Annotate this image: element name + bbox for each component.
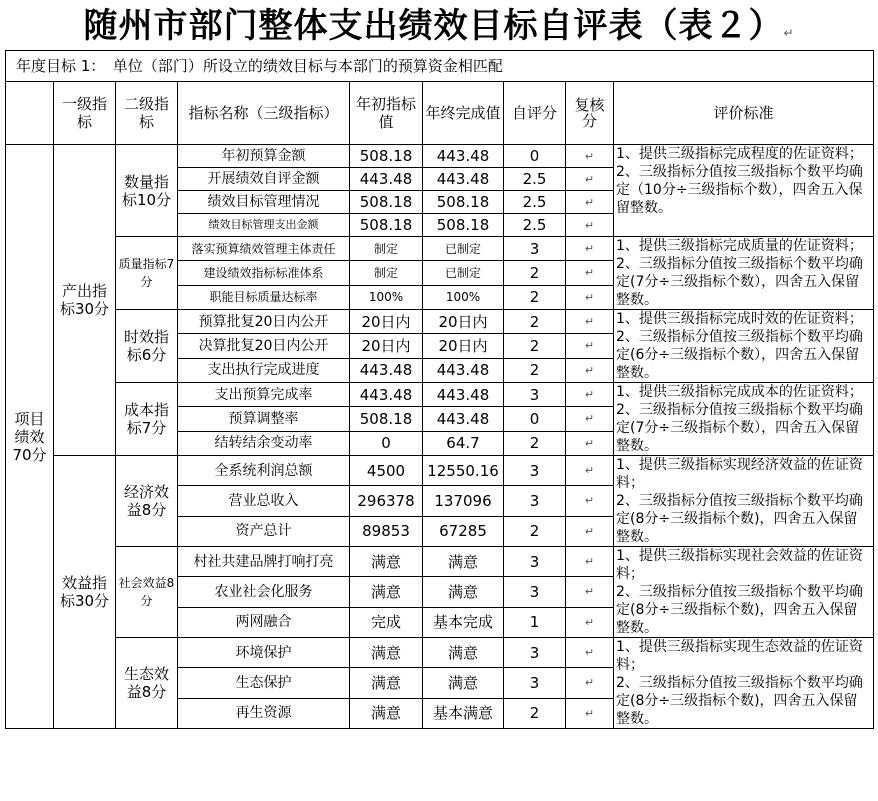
- performance-table: [5, 50, 874, 729]
- initial-value: 制定: [350, 237, 423, 261]
- self-score: 2: [504, 698, 566, 728]
- annual-goal: 年度目标 1： 单位（部门）所设立的绩效目标与本部门的预算资金相匹配: [6, 51, 874, 82]
- initial-value: 0: [350, 431, 423, 455]
- review-score: [566, 516, 614, 546]
- review-score: [566, 145, 614, 168]
- indicator-name: 绩效目标管理支出金额: [178, 214, 350, 237]
- final-value: 基本满意: [423, 698, 504, 728]
- initial-value: 20日内: [350, 334, 423, 358]
- initial-value: 508.18: [350, 145, 423, 168]
- self-score: 1: [504, 607, 566, 637]
- table-row: [6, 456, 874, 486]
- self-score: 3: [504, 456, 566, 486]
- indicator-name: 生态保护: [178, 668, 350, 698]
- indicator-name: 营业总收入: [178, 486, 350, 516]
- review-score: [566, 607, 614, 637]
- quality-criteria: 1、提供三级指标完成质量的佐证资料； 2、三级指标分值按三级指标个数平均确定(7分÷三级指标个数），四舍五入保留整数。: [614, 237, 874, 310]
- indicator-name: 农业社会化服务: [178, 577, 350, 607]
- final-value: 20日内: [423, 334, 504, 358]
- header-level1: 一级指标: [54, 82, 116, 145]
- annual-goal-row: [6, 51, 874, 82]
- table-row: [6, 145, 874, 168]
- economic-indicator-label: 经济效益8分: [116, 456, 178, 547]
- header-name: 指标名称（三级指标）: [178, 82, 350, 145]
- paragraph-mark-icon: ↵: [584, 172, 595, 186]
- final-value: 67285: [423, 516, 504, 546]
- indicator-name: 职能目标质量达标率: [178, 285, 350, 309]
- indicator-name: 预算调整率: [178, 407, 350, 431]
- initial-value: 满意: [350, 638, 423, 668]
- paragraph-mark-icon: ↵: [584, 706, 595, 720]
- paragraph-mark-icon: ↵: [584, 388, 595, 402]
- review-score: [566, 431, 614, 455]
- review-score: [566, 547, 614, 577]
- paragraph-mark-icon: ↵: [584, 315, 595, 329]
- review-score: [566, 577, 614, 607]
- indicator-name: 再生资源: [178, 698, 350, 728]
- review-score: [566, 214, 614, 237]
- paragraph-mark-icon: ↵: [584, 363, 595, 377]
- header-blank: [6, 82, 54, 145]
- economic-criteria: 1、提供三级指标实现经济效益的佐证资料； 2、三级指标分值按三级指标个数平均确定(8分÷三级指标个数)，四舍五入保留整数。: [614, 456, 874, 547]
- quality-indicator-label: 质量指标7分: [116, 237, 178, 310]
- self-score: 3: [504, 638, 566, 668]
- review-score: [566, 237, 614, 261]
- initial-value: 满意: [350, 668, 423, 698]
- final-value: 508.18: [423, 191, 504, 214]
- header-initial: 年初指标值: [350, 82, 423, 145]
- indicator-name: 落实预算绩效管理主体责任: [178, 237, 350, 261]
- header-review: 复核分: [566, 82, 614, 145]
- final-value: 满意: [423, 577, 504, 607]
- paragraph-mark-icon: ↵: [584, 555, 595, 569]
- final-value: 基本完成: [423, 607, 504, 637]
- final-value: 满意: [423, 547, 504, 577]
- review-score: [566, 668, 614, 698]
- final-value: 443.48: [423, 145, 504, 168]
- initial-value: 443.48: [350, 383, 423, 407]
- cost-criteria: 1、提供三级指标完成成本的佐证资料； 2、三级指标分值按三级指标个数平均确定(7分÷三级指标个数），四舍五入保留整数。: [614, 383, 874, 456]
- paragraph-mark-icon: ↵: [584, 585, 595, 599]
- indicator-name: 开展绩效自评金额: [178, 168, 350, 191]
- self-score: 2: [504, 431, 566, 455]
- initial-value: 20日内: [350, 310, 423, 334]
- ecological-indicator-label: 生态效益8分: [116, 638, 178, 729]
- table-row: [6, 383, 874, 407]
- indicator-name: 建设绩效指标标准体系: [178, 261, 350, 285]
- self-score: 2.5: [504, 168, 566, 191]
- final-value: 满意: [423, 668, 504, 698]
- review-score: [566, 407, 614, 431]
- self-score: 2: [504, 310, 566, 334]
- indicator-name: 绩效目标管理情况: [178, 191, 350, 214]
- self-score: 2.5: [504, 191, 566, 214]
- timeliness-indicator-label: 时效指标6分: [116, 310, 178, 383]
- indicator-name: 预算批复20日内公开: [178, 310, 350, 334]
- quantity-indicator-label: 数量指标10分: [116, 145, 178, 237]
- final-value: 508.18: [423, 214, 504, 237]
- indicator-name: 两网融合: [178, 607, 350, 637]
- indicator-name: 结转结余变动率: [178, 431, 350, 455]
- paragraph-mark-icon: ↵: [584, 412, 595, 426]
- initial-value: 508.18: [350, 214, 423, 237]
- output-indicator-label: 产出指标30分: [54, 145, 116, 456]
- final-value: 443.48: [423, 383, 504, 407]
- paragraph-mark-icon: ↵: [584, 494, 595, 508]
- review-score: [566, 383, 614, 407]
- quantity-criteria: 1、提供三级指标完成程度的佐证资料； 2、三级指标分值按三级指标个数平均确定（10分÷三级指标个数），四舍五入保留整数。: [614, 145, 874, 237]
- review-score: [566, 310, 614, 334]
- self-score: 3: [504, 383, 566, 407]
- indicator-name: 环境保护: [178, 638, 350, 668]
- final-value: 已制定: [423, 261, 504, 285]
- initial-value: 完成: [350, 607, 423, 637]
- self-score: 2: [504, 261, 566, 285]
- self-score: 3: [504, 547, 566, 577]
- review-score: [566, 698, 614, 728]
- paragraph-mark-icon: ↵: [584, 339, 595, 353]
- social-criteria: 1、提供三级指标实现社会效益的佐证资料； 2、三级指标分值按三级指标个数平均确定(8分÷三级指标个数)，四舍五入保留整数。: [614, 547, 874, 638]
- initial-value: 508.18: [350, 407, 423, 431]
- self-score: 2.5: [504, 214, 566, 237]
- final-value: 100%: [423, 285, 504, 309]
- table-row: [6, 237, 874, 261]
- final-value: 12550.16: [423, 456, 504, 486]
- initial-value: 满意: [350, 698, 423, 728]
- cost-indicator-label: 成本指标7分: [116, 383, 178, 456]
- social-indicator-label: 社会效益8分: [116, 547, 178, 638]
- header-final: 年终完成值: [423, 82, 504, 145]
- paragraph-mark-icon: ↵: [584, 242, 595, 256]
- self-score: 3: [504, 486, 566, 516]
- indicator-name: 资产总计: [178, 516, 350, 546]
- indicator-name: 决算批复20日内公开: [178, 334, 350, 358]
- final-value: 137096: [423, 486, 504, 516]
- header-level2: 二级指标: [116, 82, 178, 145]
- review-score: [566, 168, 614, 191]
- initial-value: 满意: [350, 547, 423, 577]
- self-score: 0: [504, 145, 566, 168]
- paragraph-mark-icon: ↵: [584, 464, 595, 478]
- final-value: 443.48: [423, 358, 504, 382]
- initial-value: 508.18: [350, 191, 423, 214]
- review-score: [566, 191, 614, 214]
- review-score: [566, 358, 614, 382]
- paragraph-mark-icon: ↵: [584, 615, 595, 629]
- self-score: 2: [504, 516, 566, 546]
- indicator-name: 全系统利润总额: [178, 456, 350, 486]
- paragraph-mark-icon: ↵: [584, 290, 595, 304]
- indicator-name: 年初预算金额: [178, 145, 350, 168]
- final-value: 443.48: [423, 407, 504, 431]
- header-row: [6, 82, 874, 145]
- table-row: [6, 547, 874, 577]
- review-score: [566, 285, 614, 309]
- self-score: 3: [504, 577, 566, 607]
- paragraph-mark-icon: ↵: [584, 218, 595, 232]
- final-value: 443.48: [423, 168, 504, 191]
- paragraph-mark-icon: ↵: [584, 195, 595, 209]
- self-score: 2: [504, 285, 566, 309]
- paragraph-mark-icon: ↵: [584, 266, 595, 280]
- self-score: 2: [504, 334, 566, 358]
- header-criteria: 评价标准: [614, 82, 874, 145]
- paragraph-mark-icon: ↵: [584, 646, 595, 660]
- paragraph-mark-icon: ↵: [783, 26, 795, 40]
- review-score: [566, 638, 614, 668]
- initial-value: 443.48: [350, 168, 423, 191]
- self-score: 0: [504, 407, 566, 431]
- paragraph-mark-icon: ↵: [584, 524, 595, 538]
- indicator-name: 村社共建品牌打响打亮: [178, 547, 350, 577]
- review-score: [566, 334, 614, 358]
- initial-value: 89853: [350, 516, 423, 546]
- review-score: [566, 486, 614, 516]
- initial-value: 100%: [350, 285, 423, 309]
- timeliness-criteria: 1、提供三级指标完成时效的佐证资料； 2、三级指标分值按三级指标个数平均确定(6分÷三级指标个数），四舍五入保留整数。: [614, 310, 874, 383]
- self-score: 3: [504, 668, 566, 698]
- benefit-indicator-label: 效益指标30分: [54, 456, 116, 729]
- initial-value: 296378: [350, 486, 423, 516]
- final-value: 20日内: [423, 310, 504, 334]
- table-row: [6, 638, 874, 668]
- ecological-criteria: 1、提供三级指标实现生态效益的佐证资料； 2、三级指标分值按三级指标个数平均确定(8分÷三级指标个数)，四舍五入保留整数。: [614, 638, 874, 729]
- self-score: 2: [504, 358, 566, 382]
- self-score: 3: [504, 237, 566, 261]
- header-self: 自评分: [504, 82, 566, 145]
- paragraph-mark-icon: ↵: [584, 436, 595, 450]
- table-row: [6, 310, 874, 334]
- paragraph-mark-icon: ↵: [584, 149, 595, 163]
- review-score: [566, 261, 614, 285]
- document-title: 随州市部门整体支出绩效目标自评表（表２）↵: [83, 6, 795, 46]
- project-performance-label: 项目绩效70分: [6, 145, 54, 729]
- paragraph-mark-icon: ↵: [584, 676, 595, 690]
- initial-value: 满意: [350, 577, 423, 607]
- indicator-name: 支出执行完成进度: [178, 358, 350, 382]
- review-score: [566, 456, 614, 486]
- initial-value: 443.48: [350, 358, 423, 382]
- indicator-name: 支出预算完成率: [178, 383, 350, 407]
- initial-value: 制定: [350, 261, 423, 285]
- final-value: 已制定: [423, 237, 504, 261]
- final-value: 64.7: [423, 431, 504, 455]
- final-value: 满意: [423, 638, 504, 668]
- initial-value: 4500: [350, 456, 423, 486]
